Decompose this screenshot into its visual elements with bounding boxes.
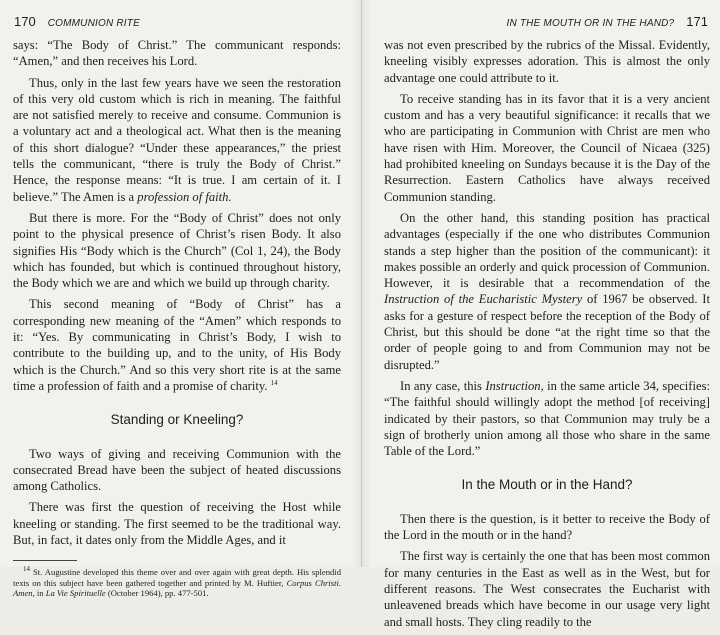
left-page xyxy=(0,0,362,598)
paragraph: was not even prescribed by the rubrics of the Missal. Evidently, kneeling visibly expresses adoration. This is almost the only advantage one could attribute to it. xyxy=(384,38,710,85)
page-number-right: 171 xyxy=(686,14,708,29)
section-heading-standing-or-kneeling: Standing or Kneeling? xyxy=(110,412,244,428)
paragraph: says: “The Body of Christ.” The communicant responds: “Amen,” and then receives his Lord. xyxy=(13,38,341,69)
paragraph: Two ways of giving and receiving Communion with the consecrated Bread have been the subject of heated discussions among Catholics. xyxy=(13,446,341,494)
left-running-head xyxy=(14,14,140,29)
paragraph: On the other hand, this standing position has practical advantages (especially if the one who distributes Communion stands a step higher than the position of the communicant): it makes possible an orderly and quick procession of Communion. However, it is desirable that a recommendation of the Instruction of the Eucharistic Mystery of 1967 be observed. It asks for a gesture of respect before the reception of the Body of Christ, but this should be done “at the right time so that the order of people going to and from Communion may not be disrupted.” xyxy=(384,210,710,372)
footnote-rule xyxy=(13,560,77,561)
right-page-body xyxy=(384,37,710,635)
paragraph: But there is more. For the “Body of Christ” does not only point to the physical presence of Christ’s risen Body. It also signifies His “Body which is the Church” (Col 1, 24), the Body which has founded, but which is continued throughout history, the Body which we are and which we build up through charity. xyxy=(13,210,341,291)
footnote-reference: 14 xyxy=(270,378,278,387)
section-heading-mouth-or-hand: In the Mouth or in the Hand? xyxy=(461,477,633,493)
footnote: $^{14}$ St. Augustine developed this theme over and over again with great depth. His splendid texts on this subject have been gathered together and printed by M. Huftier, Corpus Christi. Amen, in La Vie Spirituelle (October 1964), pp. 477-501. xyxy=(13,565,341,598)
running-head-title-left: COMMUNION RITE xyxy=(47,18,140,29)
right-running-head xyxy=(506,14,708,29)
right-page xyxy=(362,0,720,629)
paragraph: This second meaning of “Body of Christ” has a corresponding new meaning of the “Amen” which responds to it: “Yes. By communicating in Christ’s Body, I wish to contribute to the building up, and to the unity, of His Body which is the Church.” And so this very short rite is at the same time a profession of faith and a promise of charity. $^{14}$ xyxy=(13,297,341,393)
paragraph: Thus, only in the last few years have we seen the restoration of this very old custom which is rich in meaning. The faithful are not satisfied merely to receive and consume. Communion is a voluntary act and a theological act. What then is the meaning of this short dialogue? “Under these appearances,” the priest tells the communicant, “there is truly the Body of Christ.” Hence, the response means: “It is true. I am certain of it. I believe.” The Amen is a profession of faith. xyxy=(13,75,341,204)
paragraph: In any case, this Instruction, in the same article 34, specifies: “The faithful should willingly adopt the method [of receiving] indicated by their pastors, so that Communion may truly be a sign of brotherly union among all those who share in the same Table of the Lord.” xyxy=(384,378,710,459)
paragraph: To receive standing has in its favor that it is a very ancient custom and has a very beautiful significance: it recalls that we who are participating in Communion with Christ are men who have risen with Him. Moreover, the Council of Nicaea (325) had prohibited kneeling on Sundays because it is the Day of the Resurrection. Eastern Catholics have always received Communion standing. xyxy=(384,91,710,204)
paragraph: The first way is certainly the one that has been most common for many centuries in the East as well as in the West, but for different reasons. The West consecrates the Eucharist with unleavened breads which have become in our usage very light and small hosts. They cling readily to the xyxy=(384,549,710,629)
paragraph: There was first the question of receiving the Host while kneeling or standing. The first seemed to be the traditional way. But, in fact, it dates only from the Middle Ages, and it xyxy=(13,500,341,548)
left-page-body xyxy=(13,37,341,598)
page-number-left: 170 xyxy=(14,14,36,29)
running-head-title-right: IN THE MOUTH OR IN THE HAND? xyxy=(506,18,675,29)
paragraph: Then there is the question, is it better to receive the Body of the Lord in the mouth or in the hand? xyxy=(384,511,710,543)
